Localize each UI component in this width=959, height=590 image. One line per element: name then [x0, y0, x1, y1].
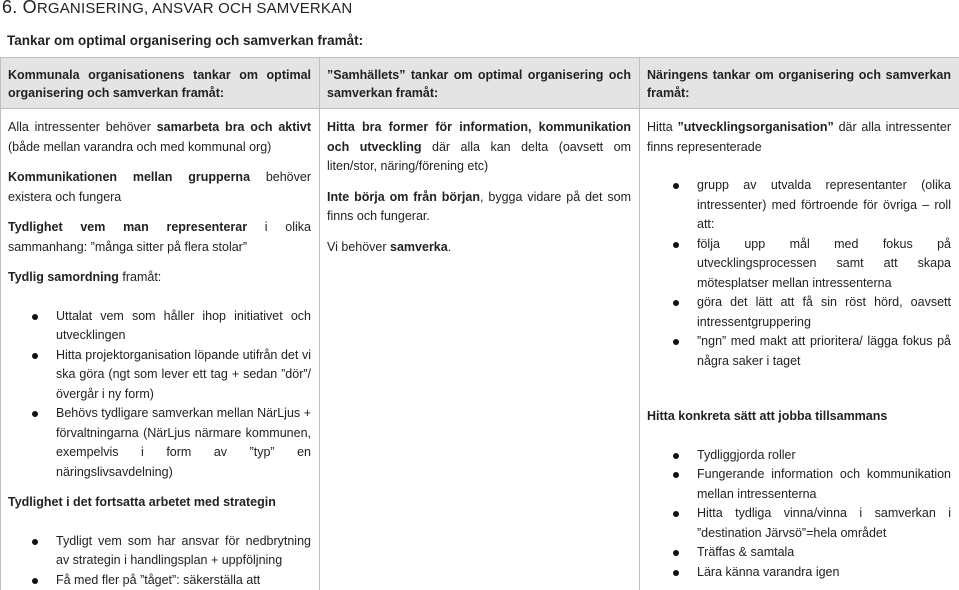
bullet-icon [32, 314, 38, 320]
paragraph: Tydlighet vem man representerar i olika sammanhang: ”många sitter på flera stolar” [8, 218, 311, 257]
column-header-society: ”Samhällets” tankar om optimal organisering och samverkan framåt: [320, 58, 640, 109]
paragraph: Alla intressenter behöver samarbeta bra och aktivt (både mellan varandra och med kommunal org) [8, 118, 311, 157]
bullet-icon [673, 300, 679, 306]
section-number: 6. [2, 0, 23, 17]
list-item: grupp av utvalda representanter (olika intressenter) med förtroende för övriga – roll att: [647, 176, 951, 235]
table-body-row [1, 109, 959, 590]
bullet-icon [673, 472, 679, 478]
bullet-icon [673, 511, 679, 517]
list-item: Tydligt vem som har ansvar för nedbrytning av strategin i handlingsplan + uppföljning [8, 532, 311, 571]
bullet-list [647, 446, 951, 583]
bullet-icon [32, 539, 38, 545]
bullet-icon [32, 411, 38, 417]
paragraph: Hitta bra former för information, kommunikation och utveckling där alla kan delta (oavsett om liten/stor, näring/förening etc) [327, 118, 631, 177]
section-heading [2, 0, 352, 18]
bullet-list [8, 307, 311, 483]
paragraph: Hitta ”utvecklingsorganisation” där alla intressenter finns representerade [647, 118, 951, 157]
paragraph: Kommunikationen mellan grupperna behöver existera och fungera [8, 168, 311, 207]
list-item: Få med fler på ”tåget”: säkerställa att [8, 571, 311, 590]
list-item: göra det lätt att få sin röst hörd, oavsett intressentgruppering [647, 293, 951, 332]
society-cell [320, 109, 640, 590]
list-item: Fungerande information och kommunikation mellan intressenterna [647, 465, 951, 504]
bullet-list [8, 532, 311, 590]
list-item: Behövs tydligare samverkan mellan NärLjus + förvaltningarna (NärLjus närmare kommunen, exempelvis i form av ”typ” en näringslivsavdelning) [8, 404, 311, 482]
subheading: Tankar om optimal organisering och samverkan framåt: [7, 33, 363, 48]
bullet-icon [673, 453, 679, 459]
paragraph: Vi behöver samverka. [327, 238, 631, 258]
list-item: Tydliggjorda roller [647, 446, 951, 466]
municipal-cell [1, 109, 320, 590]
section-title-rest: RGANISERING, ANSVAR OCH SAMVERKAN [37, 0, 353, 17]
column-header-business: Näringens tankar om organisering och samverkan framåt: [640, 58, 959, 109]
bullet-icon [673, 550, 679, 556]
section-title-initial: O [23, 0, 37, 17]
list-item: Hitta projektorganisation löpande utifrån det vi ska göra (ngt som lever ett tag + sedan ”dör”/övergår i ny form) [8, 346, 311, 405]
business-cell [640, 109, 959, 590]
list-item: Uttalat vem som håller ihop initiativet och utvecklingen [8, 307, 311, 346]
stakeholder-table [0, 57, 959, 590]
list-item: följa upp mål med fokus på utvecklingsprocessen samt att skapa mötesplatser mellan intressenterna [647, 235, 951, 294]
bullet-icon [673, 183, 679, 189]
list-item: ”ngn” med makt att prioritera/ lägga fokus på några saker i taget [647, 332, 951, 371]
paragraph: Hitta konkreta sätt att jobba tillsammans [647, 407, 951, 427]
bullet-icon [32, 353, 38, 359]
bullet-icon [32, 578, 38, 584]
bullet-icon [673, 242, 679, 248]
paragraph: Tydlig samordning framåt: [8, 268, 311, 288]
bullet-list [647, 176, 951, 371]
bullet-icon [673, 339, 679, 345]
table-header-row [1, 58, 959, 109]
list-item: Träffas & samtala [647, 543, 951, 563]
list-item: Hitta tydliga vinna/vinna i samverkan i ”destination Järvsö”=hela området [647, 504, 951, 543]
bullet-icon [673, 570, 679, 576]
column-header-municipal: Kommunala organisationens tankar om optimal organisering och samverkan framåt: [1, 58, 320, 109]
paragraph: Tydlighet i det fortsatta arbetet med strategin [8, 493, 311, 513]
paragraph: Inte börja om från början, bygga vidare på det som finns och fungerar. [327, 188, 631, 227]
list-item: Lära känna varandra igen [647, 563, 951, 583]
